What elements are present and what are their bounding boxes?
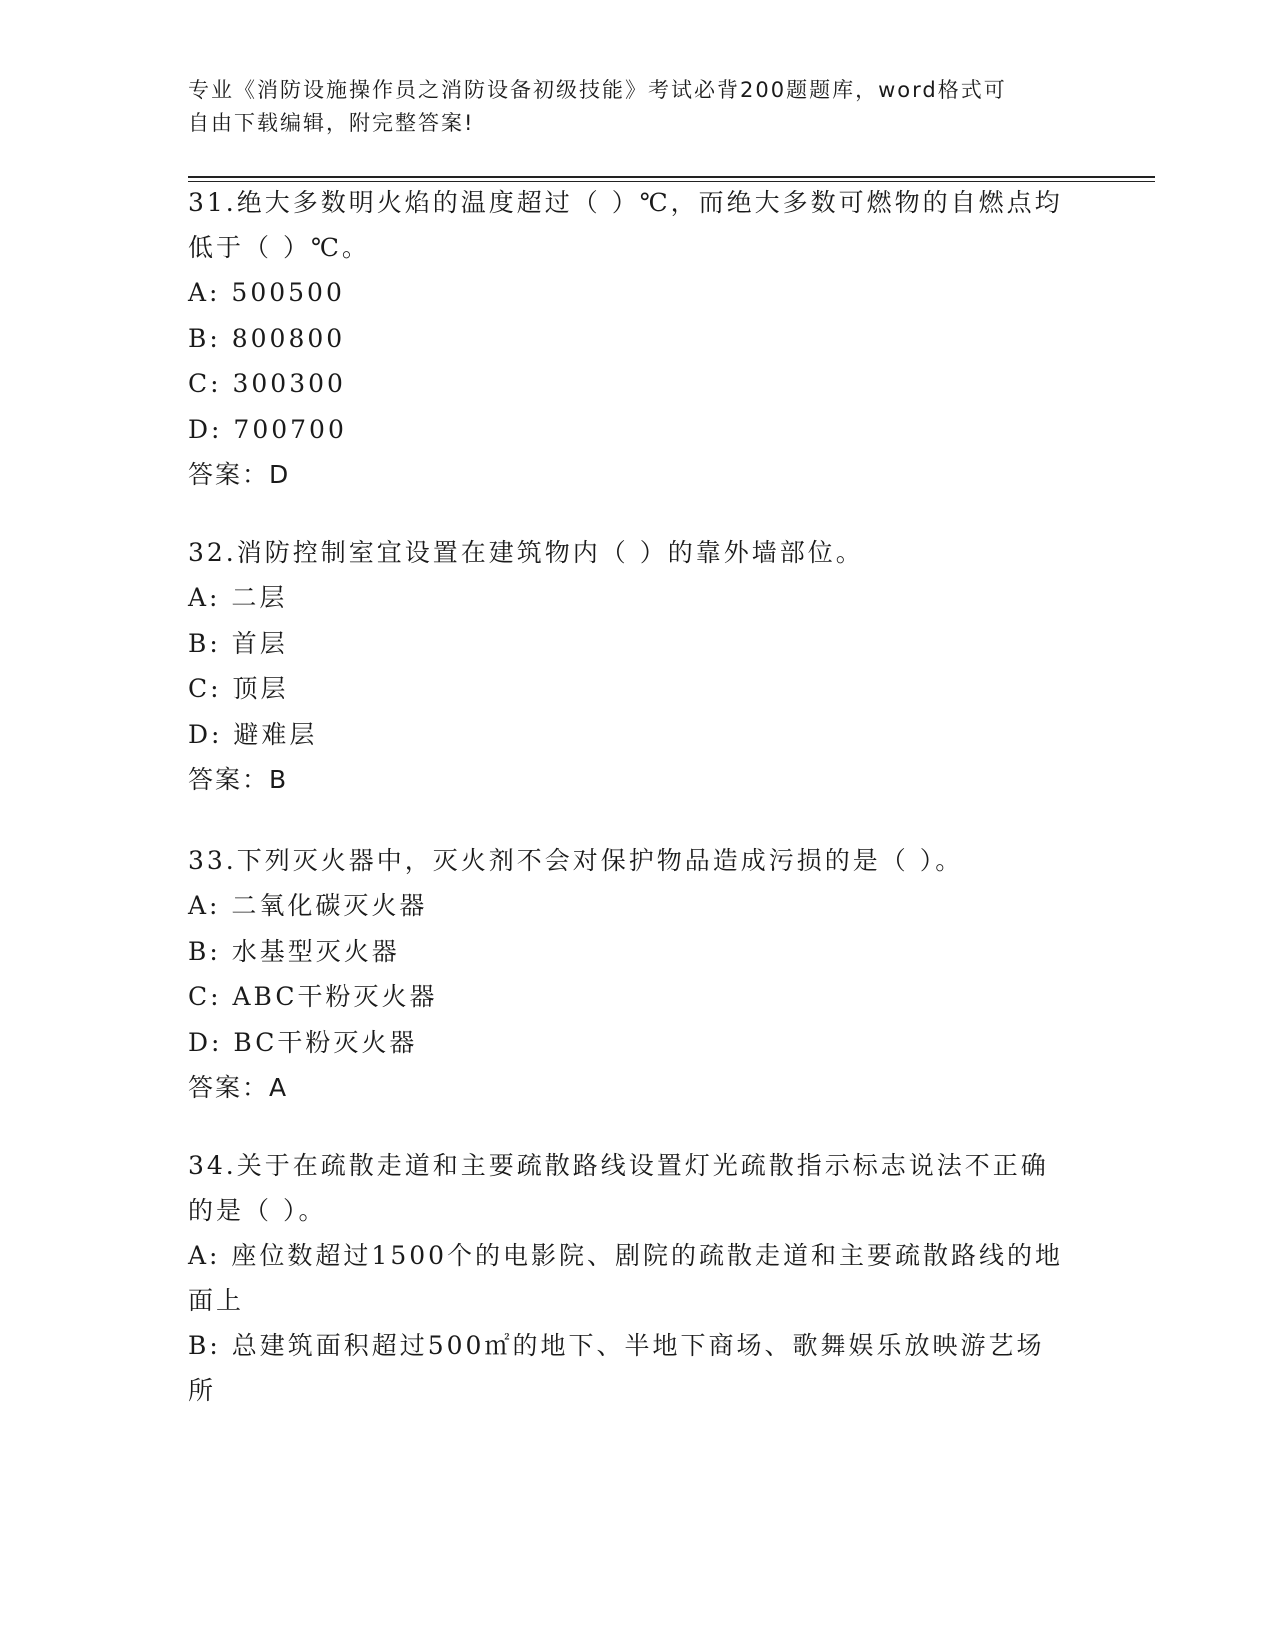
option-b: B: 首层 — [188, 628, 288, 658]
header-line-1: 专业《消防设施操作员之消防设备初级技能》考试必背200题题库，word格式可 — [188, 78, 1007, 102]
option-list — [188, 575, 1068, 757]
option-c: C: ABC干粉灭火器 — [188, 982, 438, 1011]
option-b: B: 总建筑面积超过500㎡的地下、半地下商场、歌舞娱乐放映游艺场所 — [188, 1331, 1045, 1405]
answer-label: 答案：A — [188, 1073, 289, 1102]
option-c: C: 300300 — [188, 369, 346, 398]
option-a: A: 500500 — [188, 278, 345, 307]
header-line-2: 自由下载编辑，附完整答案! — [188, 111, 475, 135]
question-32 — [188, 530, 1068, 802]
answer-label: 答案：B — [188, 765, 289, 794]
option-list — [188, 883, 1068, 1065]
option-a: A: 二层 — [188, 583, 288, 612]
question-stem: 34.关于在疏散走道和主要疏散路线设置灯光疏散指示标志说法不正确的是（ ）。 — [188, 1151, 1049, 1225]
document-header — [188, 74, 1068, 140]
question-31 — [188, 180, 1068, 497]
option-a: A: 座位数超过1500个的电影院、剧院的疏散走道和主要疏散路线的地面上 — [188, 1241, 1064, 1315]
option-a: A: 二氧化碳灭火器 — [188, 891, 428, 920]
option-b: B: 水基型灭火器 — [188, 936, 400, 966]
option-b: B: 800800 — [188, 323, 346, 353]
option-d: D: 700700 — [188, 414, 347, 444]
question-33 — [188, 838, 1068, 1110]
answer-label: 答案：D — [188, 460, 291, 489]
option-c: C: 顶层 — [188, 674, 289, 703]
question-stem: 31.绝大多数明火焰的温度超过（ ）℃，而绝大多数可燃物的自燃点均低于（ ）℃。 — [188, 188, 1063, 262]
option-list — [188, 270, 1068, 452]
option-d: D: BC干粉灭火器 — [188, 1027, 418, 1057]
option-list — [188, 1233, 1068, 1413]
question-stem: 33.下列灭火器中，灭火剂不会对保护物品造成污损的是（ ）。 — [188, 846, 964, 875]
question-34 — [188, 1143, 1068, 1413]
option-d: D: 避难层 — [188, 719, 318, 749]
question-stem: 32.消防控制室宜设置在建筑物内（ ）的靠外墙部位。 — [188, 538, 864, 567]
